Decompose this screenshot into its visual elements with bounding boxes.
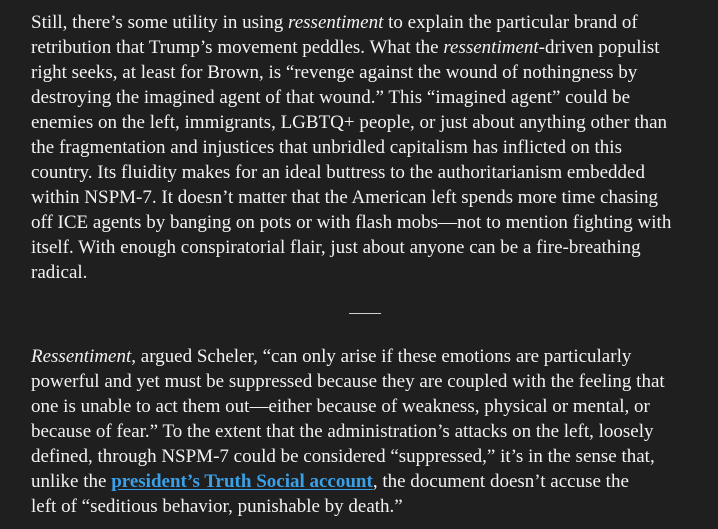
- text-line: [31, 344, 691, 369]
- text-run: one is unable to act them out—either because of weakness, physical or mental, or: [31, 396, 650, 417]
- text-line: [31, 494, 691, 519]
- italic-term: ressentiment: [288, 12, 384, 33]
- italic-term: Ressentiment: [31, 346, 132, 367]
- italic-term: ressentiment: [443, 37, 539, 58]
- text-line: [31, 419, 691, 444]
- text-run: itself. With enough conspiratorial flair, just about anyone can be a fire-breathing: [31, 237, 641, 258]
- text-line: [31, 10, 691, 35]
- text-line: [31, 110, 691, 135]
- text-line: [31, 160, 691, 185]
- text-line: [31, 394, 691, 419]
- text-run: left of “seditious behavior, punishable by death.”: [31, 496, 403, 517]
- text-line: [31, 135, 691, 160]
- text-run: retribution that Trump’s movement peddles. What the: [31, 37, 444, 58]
- text-run: the fragmentation and injustices that unbridled capitalism has inflicted on this: [31, 137, 622, 158]
- text-line: [31, 35, 691, 60]
- text-line: [31, 444, 691, 469]
- text-line: [31, 369, 691, 394]
- text-run: , argued Scheler, “can only arise if these emotions are particularly: [131, 346, 632, 367]
- text-line: [31, 469, 691, 494]
- text-run: -driven populist: [538, 37, 660, 58]
- text-run: to explain the particular brand of: [383, 12, 638, 33]
- paragraph-ressentiment-utility: [31, 10, 691, 285]
- text-run: country. Its fluidity makes for an ideal buttress to the authoritarianism embedded: [31, 162, 645, 183]
- text-run: defined, through NSPM-7 could be considered “suppressed,” it’s in the sense that,: [31, 446, 655, 467]
- section-divider: [349, 313, 381, 314]
- text-run: enemies on the left, immigrants, LGBTQ+ people, or just about anything other than: [31, 112, 667, 133]
- text-run: radical.: [31, 262, 88, 283]
- text-line: [31, 235, 691, 260]
- text-run: , the document doesn’t accuse the: [372, 471, 629, 492]
- text-line: [31, 60, 691, 85]
- paragraph-scheler-quote: [31, 344, 691, 519]
- text-line: [31, 185, 691, 210]
- truth-social-account-link[interactable]: president’s Truth Social account: [111, 471, 373, 492]
- text-run: because of fear.” To the extent that the administration’s attacks on the left, loosely: [31, 421, 654, 442]
- text-run: destroying the imagined agent of that wound.” This “imagined agent” could be: [31, 87, 631, 108]
- text-run: unlike the: [31, 471, 112, 492]
- text-line: [31, 210, 691, 235]
- text-line: [31, 85, 691, 110]
- text-line: [31, 260, 691, 285]
- text-run: powerful and yet must be suppressed because they are coupled with the feeling that: [31, 371, 665, 392]
- text-run: within NSPM-7. It doesn’t matter that the American left spends more time chasing: [31, 187, 659, 208]
- text-run: Still, there’s some utility in using: [31, 12, 289, 33]
- text-run: right seeks, at least for Brown, is “revenge against the wound of nothingness by: [31, 62, 638, 83]
- text-run: off ICE agents by banging on pots or with flash mobs—not to mention fighting with: [31, 212, 672, 233]
